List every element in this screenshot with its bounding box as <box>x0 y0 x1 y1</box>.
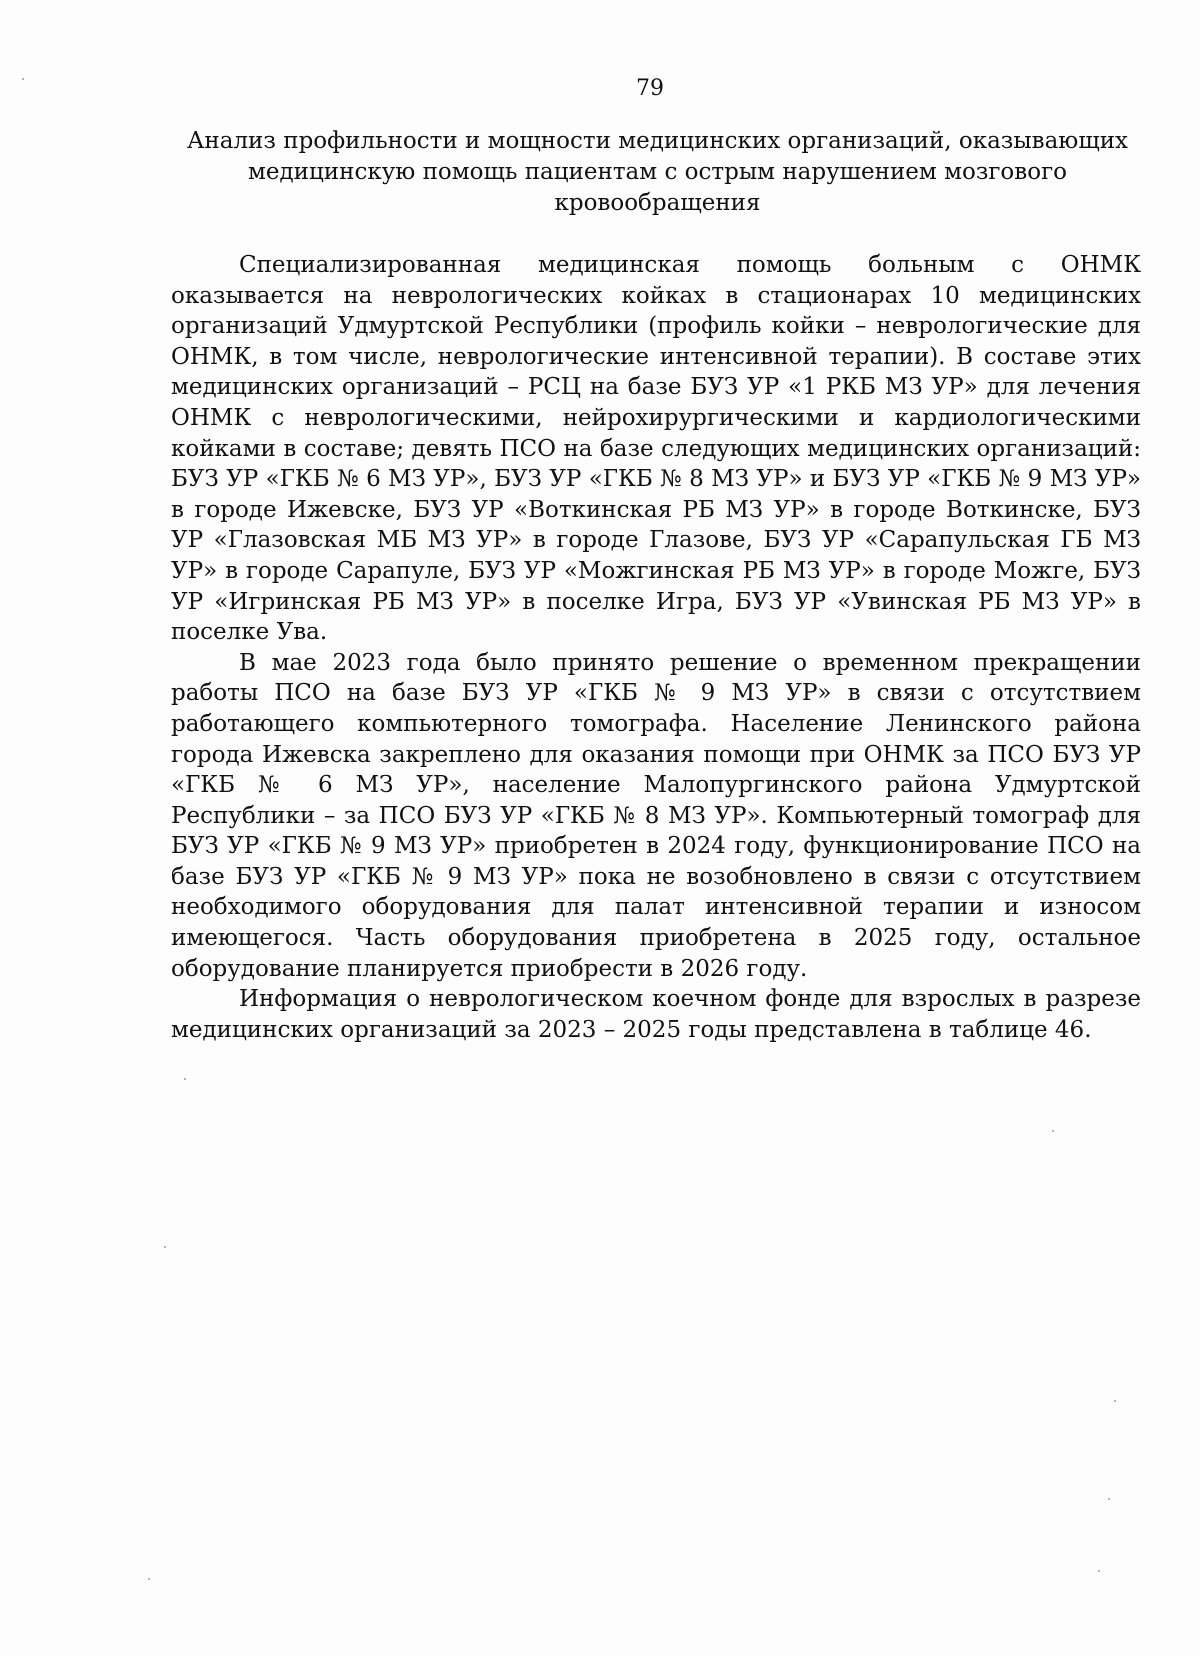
paragraph: В мае 2023 года было принято решение о временном прекращении работы ПСО на базе БУЗ УР «ГКБ № 9 МЗ УР» в связи с отсутствием работающего компьютерного томографа. Население Ленинского района города Ижевска закреплено для оказания помощи при ОНМК за ПСО БУЗ УР «ГКБ № 6 МЗ УР», население Малопургинского района Удмуртской Республики – за ПСО БУЗ УР «ГКБ № 8 МЗ УР». Компьютерный томограф для БУЗ УР «ГКБ № 9 МЗ УР» приобретен в 2024 году, функционирование ПСО на базе БУЗ УР «ГКБ № 9 МЗ УР» пока не возобновлено в связи с отсутствием необходимого оборудования для палат интенсивной терапии и износом имеющегося. Часть оборудования приобретена в 2025 году, остальное оборудование планируется приобрести в 2026 году. <box>171 649 1141 982</box>
scan-speck <box>184 1078 186 1080</box>
scan-speck <box>1098 1570 1100 1572</box>
scan-speck <box>1108 1498 1110 1500</box>
body-text <box>171 250 1141 1045</box>
scan-speck <box>1114 1400 1116 1402</box>
section-title: Анализ профильности и мощности медицинских организаций, оказывающих медицинскую помощь пациентам с острым нарушением мозгового кровообращения <box>186 128 1128 216</box>
scan-speck <box>164 1246 166 1248</box>
scan-speck <box>22 78 24 80</box>
scan-speck <box>148 1578 150 1580</box>
paragraph: Специализированная медицинская помощь больным с ОНМК оказывается на неврологических койках в стационарах 10 медицинских организаций Удмуртской Республики (профиль койки – неврологические для ОНМК, в том числе, неврологические интенсивной терапии). В составе этих медицинских организаций – РСЦ на базе БУЗ УР «1 РКБ МЗ УР» для лечения ОНМК с неврологическими, нейрохирургическими и кардиологическими койками в составе; девять ПСО на базе следующих медицинских организаций: БУЗ УР «ГКБ № 6 МЗ УР», БУЗ УР «ГКБ № 8 МЗ УР» и БУЗ УР «ГКБ № 9 МЗ УР» в городе Ижевске, БУЗ УР «Воткинская РБ МЗ УР» в городе Воткинске, БУЗ УР «Глазовская МБ МЗ УР» в городе Глазове, БУЗ УР «Сарапульская ГБ МЗ УР» в городе Сарапуле, БУЗ УР «Можгинская РБ МЗ УР» в городе Можге, БУЗ УР «Игринская РБ МЗ УР» в поселке Игра, БУЗ УР «Увинская РБ МЗ УР» в поселке Ува. <box>171 252 1141 646</box>
paragraph: Информация о неврологическом коечном фонде для взрослых в разрезе медицинских организаций за 2023 – 2025 годы представлена в таблице 46. <box>171 986 1141 1043</box>
page-number: 79 <box>636 76 664 101</box>
scan-speck <box>1052 1130 1054 1132</box>
